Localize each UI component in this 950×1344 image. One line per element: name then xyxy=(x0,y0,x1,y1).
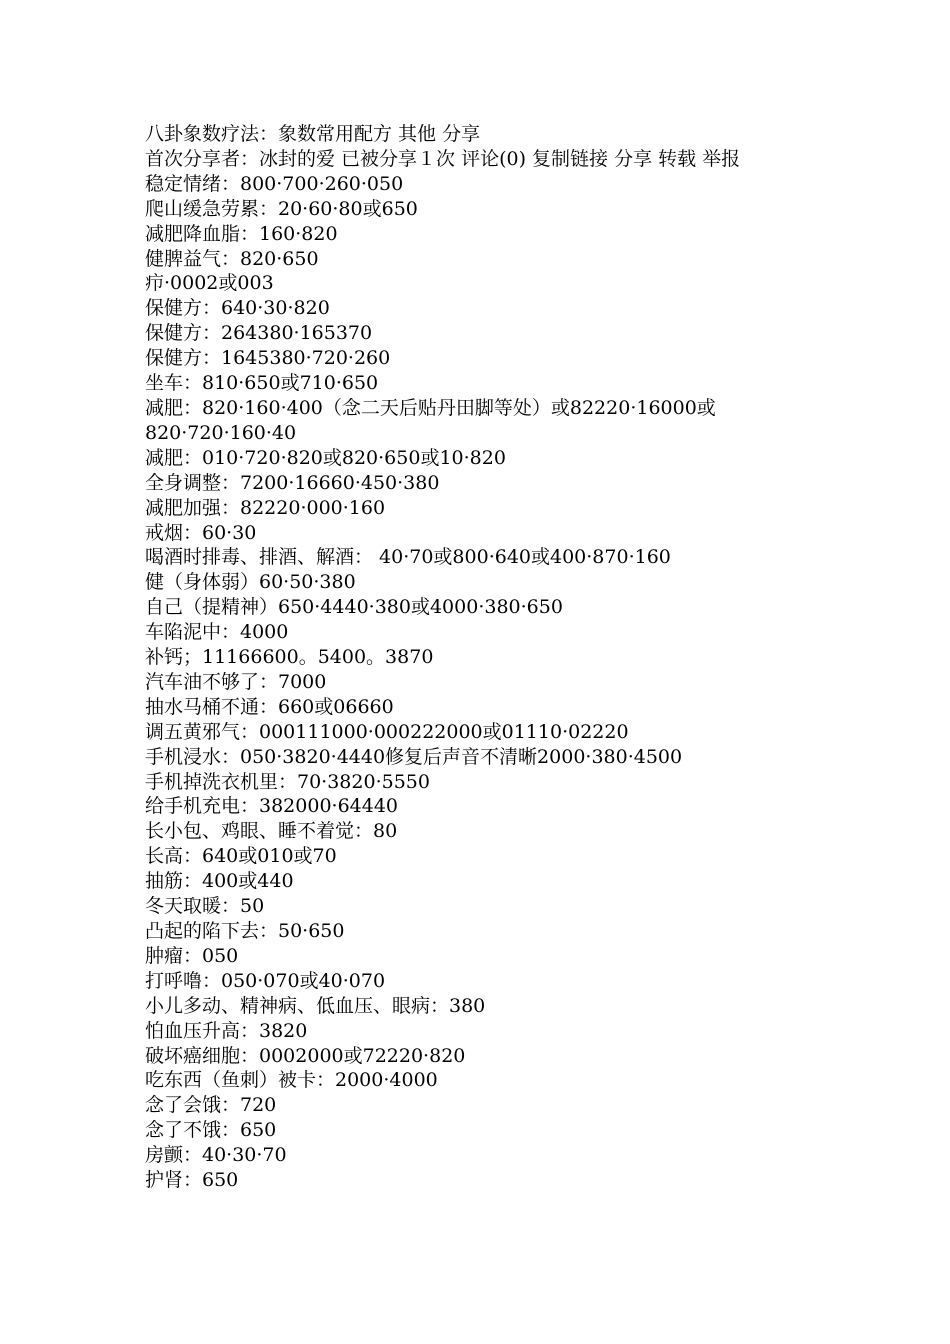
recipe-line: 手机掉洗衣机里：70·3820·5550 xyxy=(145,770,430,793)
recipe-line: 念了会饿：720 xyxy=(145,1094,277,1117)
recipe-line: 小儿多动、精神病、低血压、眼病：380 xyxy=(145,994,486,1017)
recipe-line: 念了不饿：650 xyxy=(145,1119,277,1142)
recipe-line: 长高：640或010或70 xyxy=(145,845,337,868)
document-page xyxy=(145,122,825,1193)
recipe-line: 抽筋：400或440 xyxy=(145,870,294,893)
recipe-line: 调五黄邪气：000111000·000222000或01110·02220 xyxy=(145,720,629,743)
recipe-line: 打呼噜：050·070或40·070 xyxy=(145,969,386,992)
recipe-line: 补钙；11166600。5400。3870 xyxy=(145,646,434,669)
recipe-line: 喝酒时排毒、排酒、解酒： 40·70或800·640或400·870·160 xyxy=(145,546,671,569)
recipe-line: 戒烟：60·30 xyxy=(145,521,257,544)
recipe-line: 护肾：650 xyxy=(145,1169,239,1192)
recipe-line: 保健方：640·30·820 xyxy=(145,297,330,320)
recipe-line: 稳定情绪：800·700·260·050 xyxy=(145,172,404,195)
recipe-line: 健脾益气：820·650 xyxy=(145,247,319,270)
recipe-line: 全身调整：7200·16660·450·380 xyxy=(145,471,440,494)
recipe-line: 减肥：010·720·820或820·650或10·820 xyxy=(145,446,506,469)
recipe-line: 怕血压升高：3820 xyxy=(145,1019,308,1042)
recipe-line: 冬天取暖：50 xyxy=(145,895,265,918)
recipe-line: 长小包、鸡眼、睡不着觉：80 xyxy=(145,820,398,843)
recipe-line: 凸起的陷下去：50·650 xyxy=(145,920,345,942)
recipe-line: 房颤：40·30·70 xyxy=(145,1144,287,1167)
recipe-line: 保健方：1645380·720·260 xyxy=(145,347,391,370)
recipe-line: 吃东西（鱼刺）被卡：2000·4000 xyxy=(145,1069,438,1092)
share-meta: 首次分享者：冰封的爱 已被分享１次 评论(0) 复制链接 分享 转载 举报 xyxy=(145,147,741,170)
recipe-line: 车陷泥中：4000 xyxy=(145,621,289,644)
recipe-line: 减肥降血脂：160·820 xyxy=(145,222,338,245)
recipe-line: 健（身体弱）60·50·380 xyxy=(145,571,356,594)
recipe-line: 疖·0002或003 xyxy=(145,272,274,295)
recipe-line: 手机浸水：050·3820·4440修复后声音不清晰2000·380·4500 xyxy=(145,745,683,768)
recipe-line: 爬山缓急劳累：20·60·80或650 xyxy=(145,197,418,220)
recipe-line: 坐车：810·650或710·650 xyxy=(145,372,379,395)
recipe-line: 保健方：264380·165370 xyxy=(145,322,373,345)
recipe-line: 给手机充电：382000·64440 xyxy=(145,795,399,818)
recipe-line: 汽车油不够了：7000 xyxy=(145,670,327,693)
recipe-line: 减肥：820·160·400（念二天后贴丹田脚等处）或82220·16000或820·720·160·40 xyxy=(145,396,716,444)
recipe-line: 破坏癌细胞：0002000或72220·820 xyxy=(145,1044,466,1067)
recipe-line: 抽水马桶不通：660或06660 xyxy=(145,695,394,718)
recipe-line: 肿瘤：050 xyxy=(145,944,239,967)
document-title: 八卦象数疗法：象数常用配方 其他 分享 xyxy=(145,123,481,145)
recipe-line: 自己（提精神）650·4440·380或4000·380·650 xyxy=(145,596,563,619)
recipe-line: 减肥加强：82220·000·160 xyxy=(145,496,386,519)
